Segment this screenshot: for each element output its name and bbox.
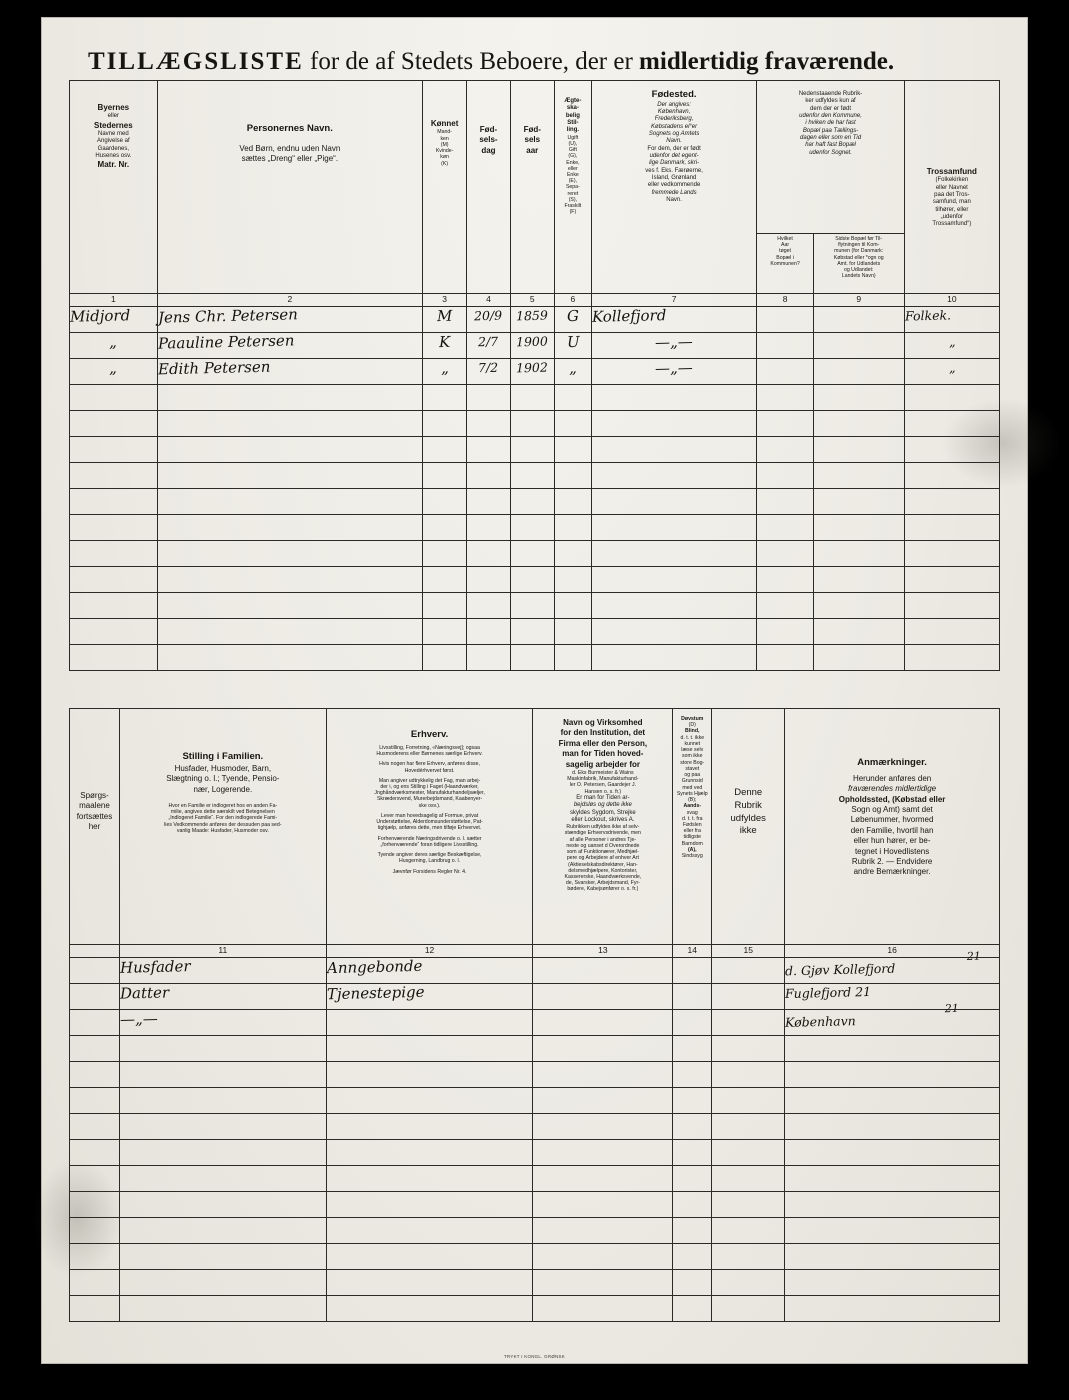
table-row[interactable] (70, 515, 1000, 541)
colnum-14: 14 (673, 945, 712, 958)
printer-footnote: TRYKT I KONGL. GRØNSK (503, 1354, 566, 1359)
cell-marital: U (566, 332, 580, 352)
colnum-11: 11 (119, 945, 326, 958)
cell-religion: „ (948, 359, 956, 376)
table-row[interactable] (70, 437, 1000, 463)
table-row[interactable] (70, 1088, 1000, 1114)
table-row[interactable] (70, 1244, 1000, 1270)
cell-remarks: Fuglefjord 21 (785, 983, 872, 1002)
cell-religion: „ (948, 333, 956, 350)
cell-birthplace: Kollefjord (591, 306, 667, 326)
header-col13: Navn og Virksomhed for den Institution, det Firma eller den Person, man for Tiden hoved- sagelig arbejder for d. Eks Burmeister & Wains Maskinfabrik, Manufakturhand- ler O. Petersen, Gaardejer J. Hansen o. s. fr.) Er man for Tiden ar- bejdsløs og dette ikke skyldes Sygdom, Strejke eller Lockout, skrives A. Rubrikken udfyldes ikke af selv- stændige Erhvervsdrivende, men af alle Personer i andres Tje- neste og uanset d Overordnede som af Funktionærer, Medhjæl- pere og Arbejdere af enhver Art (Aktieselskabsdirektører, Han- delsmedhjælpere, Kontorister, Kassererske, Haandværksvende, de, Svarsker, Arbejdsmand, Fyr- bødere, Kabejsønfører o. s. fr.) (533, 709, 673, 945)
header-col89: Nedenstaaende Rubrik- ker udfyldes kun af dem der er født udenfor den Kommune, i hviken de har fast Bopæl paa Tællings- dagen eller som en Tid har haft fast Bopæl udenfor Sognet. (757, 81, 904, 234)
cell-religion: Folkek. (904, 307, 951, 324)
cell-birthday: 20/9 (474, 307, 503, 324)
colnum-6: 6 (554, 294, 591, 307)
header-col6: Ægte- ska- belig Stil- ling. Ugift (U), Gift (G), Enke, eller Enke (E), Sepa- reret (S), Fraskilt (F) (554, 81, 591, 294)
cell-marital: G (566, 306, 580, 326)
cell-family-position: Datter (119, 983, 170, 1003)
upper-table (69, 80, 1000, 671)
cell-birthplace: —„— (654, 358, 694, 378)
colnum-10: 10 (904, 294, 999, 307)
lower-table (69, 708, 1000, 1322)
cell-name: Paauline Petersen (157, 331, 295, 353)
table-row[interactable] (70, 541, 1000, 567)
cell-occupation: Anngebonde (326, 956, 423, 978)
table-row[interactable] (70, 411, 1000, 437)
colnum-15: 15 (712, 945, 785, 958)
cell-birthyear: 1902 (516, 359, 549, 376)
header-col16: Anmærkninger. Herunder anføres den fraværendes midlertidige Opholdssted, (Købstad eller Sogn og Amt) samt det Løbenummer, hvormed den Familie, hvortil han eller hun hører, er be- tegnet i Hovedlistens Rubrik 2. — Endvidere andre Bemærkninger. (785, 709, 1000, 945)
table-row[interactable] (70, 619, 1000, 645)
cell-birthday: 7/2 (478, 359, 499, 376)
header-col2: Personernes Navn. Ved Børn, endnu uden Navn sættes „Dreng“ eller „Pige“. (157, 81, 422, 294)
colnum-4: 4 (467, 294, 510, 307)
cell-birthday: 2/7 (478, 333, 499, 350)
colnum-7: 7 (591, 294, 757, 307)
table-row[interactable] (70, 1270, 1000, 1296)
header-col9: Sidste Bopæl før Til- flytningen til Kom- munen (for Danmark: Købstad eller *ogn og Amt. for Udlandets og Udlandet: Landets Navn) (813, 234, 904, 294)
cell-remarks-number: 21 (966, 949, 982, 963)
colnum-2: 2 (157, 294, 422, 307)
table-row[interactable] (70, 1114, 1000, 1140)
title-part2: for de af Stedets Beboere, der er (310, 48, 633, 75)
table-row[interactable] (70, 1140, 1000, 1166)
cell-place: Midjord (69, 306, 131, 326)
header-col5: Fød- sels aar (510, 81, 554, 294)
cell-place: „ (109, 332, 118, 352)
header-col8: Hvilket Aar tøget Bopæl i Kommunen? (757, 234, 813, 294)
colnum-9: 9 (813, 294, 904, 307)
cell-birthyear: 1859 (516, 307, 549, 324)
table-row[interactable] (70, 1166, 1000, 1192)
colnum-1: 1 (70, 294, 158, 307)
cell-sex: K (438, 332, 451, 352)
header-col14: Døvstum (D) Blind, d. t. t. ikke kunnet læse selv som ikke store Bog- stavet og paa Grunnsid med ved Synets Hjælp (B); Aands- svag d. t. t. fra Fødslen eller fra tidligste Barndom (A), Sindssyg (673, 709, 712, 945)
table-row[interactable] (70, 359, 1000, 385)
cell-remarks: København (784, 1013, 857, 1030)
table-row[interactable] (70, 1062, 1000, 1088)
header-col10: Trossamfund (Folkekirken eller Navnet paa det Tros- samfund, man tilhører, eller „udenfor Trossamfund“) (904, 81, 999, 294)
header-col3: Kønnet Mand- ken (M) Kvinde- køn (K) (422, 81, 466, 294)
table-row[interactable] (70, 567, 1000, 593)
header-col15: Denne Rubrik udfyldes ikke (712, 709, 785, 945)
cell-marital: „ (568, 358, 577, 378)
table-row[interactable] (70, 1036, 1000, 1062)
table-row[interactable] (70, 385, 1000, 411)
cell-sex: M (436, 306, 453, 326)
header-col11: Stilling i Familien. Husfader, Husmoder, Barn, Slægtning o. l.; Tyende, Pensio- nær, Logerende. Hvor en Familie er indlogeret hos en anden Fa- milie, angives dette særskilt ved Betegnelsen „Indlogeret Familie“. For den indlogerede Fami- lies Vedkommende anføres der dessuden paa sed- vanlig Maade: Husfader, Husmoder osv. (119, 709, 326, 945)
census-form-sheet (42, 18, 1027, 1363)
cell-family-position: Husfader (119, 957, 191, 977)
header-col4: Fød- sels- dag (467, 81, 510, 294)
cell-occupation: Tjenestepige (326, 982, 425, 1004)
table-row[interactable] (70, 489, 1000, 515)
page-title (88, 48, 988, 76)
upper-column-numbers (70, 294, 1000, 307)
cell-birthyear: 1900 (516, 333, 549, 350)
title-part3: midlertidig fraværende. (639, 48, 895, 75)
upper-header-row (70, 81, 1000, 234)
header-col7: Fødested. Der angives: København, Frederiksberg, Købstadens el°er Sognets og Amtets Navn. For dem, der er født udenfor det egent- lige Danmark, skri- ves f. Eks. Færøerne, Island, Grønland eller vedkommende fremmede Lands Navn. (591, 81, 757, 294)
table-row[interactable] (70, 463, 1000, 489)
table-row[interactable] (70, 1296, 1000, 1322)
colnum-8: 8 (757, 294, 813, 307)
title-part1: TILLÆGSLISTE (88, 48, 304, 75)
header-col1: Byernes eller Stedernes Navne med Angivelse af Gaardenes, Husenes osv. Matr. Nr. (70, 81, 158, 294)
header-col12: Erhverv. Livsstilling, Forretning, «Næringsvej]; ogsaa Husmoderens eller Børnenes særlige Erhverv. Hvis nogen har flere Erhverv, anføres disse, Hovedérhvervet først. Man angiver udtrykkelig det Fag, man arbej- der i, og ens Stilling i Faget (Haandværker, Jnghåndværksmester, Manufakturhandeljsæljer, Skrædersvend, Murerbejdsmand, Kaabenyer- ske osv.). Lever man hovedsagelig af Formue, privat Understøttelse, Alderdomsunderstøttelse, Pat- tighjælp, anføres dette, men tilføje Erhvervet. Forhenværende Næringsdrivende o. l. sætter „forhenværende“ foran tidligere Livsstilling. Tyende angiver deres særlige Beskæftigelse, Husgerning, Landbrug o. l. Jævnfør Forsidens Regler Nr. 4. (326, 709, 533, 945)
cell-place: „ (109, 358, 118, 378)
cell-birthplace: —„— (654, 332, 694, 352)
colnum-13: 13 (533, 945, 673, 958)
cell-name: Jens Chr. Petersen (157, 305, 298, 327)
header-col0: Spørgs- maalene fortsættes her (70, 709, 120, 945)
cell-sex: „ (440, 358, 449, 378)
lower-header-row (70, 709, 1000, 945)
cell-remarks: d. Gjøv Kollefjord (785, 960, 896, 979)
colnum-3: 3 (422, 294, 466, 307)
table-row[interactable] (70, 1010, 1000, 1036)
table-row[interactable] (70, 593, 1000, 619)
cell-name: Edith Petersen (157, 357, 271, 379)
table-row[interactable] (70, 307, 1000, 333)
colnum-16: 16 (785, 945, 1000, 958)
colnum-12: 12 (326, 945, 533, 958)
table-row[interactable] (70, 958, 1000, 984)
cell-remarks-number: 21 (944, 1001, 960, 1016)
colnum-5: 5 (510, 294, 554, 307)
table-row[interactable] (70, 333, 1000, 359)
cell-family-position: —„— (119, 1009, 158, 1029)
table-row[interactable] (70, 645, 1000, 671)
table-row[interactable] (70, 1218, 1000, 1244)
colnum-blank (70, 945, 120, 958)
table-row[interactable] (70, 1192, 1000, 1218)
